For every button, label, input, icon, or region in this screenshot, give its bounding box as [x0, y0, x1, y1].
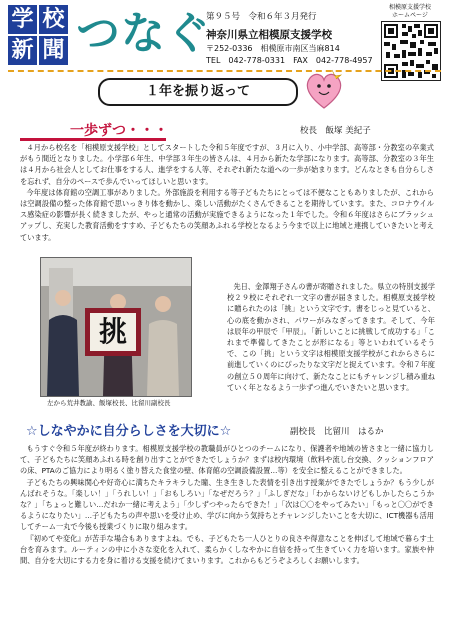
school-name: 神奈川県立相模原支援学校: [206, 29, 332, 41]
logo-char: 聞: [39, 36, 68, 65]
article1-byline: 校長 飯塚 美紀子: [300, 126, 371, 136]
article1-paragraph: [20, 187, 434, 243]
article1-title-underline: [20, 138, 166, 141]
school-phone: TEL 042-778-0331 FAX 042-778-4957: [206, 56, 373, 65]
article1-paragraph-3: 先日、金澤翔子さんの書が寄贈されました。県立の特別支援学校２９校にそれぞれ一文字の書が届きました。相模原支援学校に贈られたのは「挑」という文字です。書をじっと見ていると、心の底を動かされ、パワーがみなぎってきます。そして、今年は辰年の甲辰で「甲辰」。「新しいことに挑戦して成功する」「これまで準備してきたことが形になる」等といわれているそうで、この「挑」という文字は相模原支援学校がこれからさらに前進していくのにぴったりな文字だと捉えています。令和７年度の創立５０周年に向けて、新たなことにもチャレンジし積み重ねていく年となるよう一歩ずつ進んでいきたいと思います。: [227, 282, 435, 392]
newsletter-title: つなぐ: [76, 8, 211, 59]
qr-label: 相模原支援学校 ホームページ: [388, 4, 431, 19]
school-address: 〒252-0336 相模原市南区当麻814: [206, 44, 340, 53]
logo-char: 新: [8, 36, 37, 65]
article1-body: [20, 142, 434, 243]
article1-paragraph: ４月から校名を「相模原支援学校」としてスタートした令和５年度ですが、３月に入り、小中学部、高等部・分教室の卒業式がもう間近となりました。小学部６年生、中学部３年生の皆さんは、４月から新たな学部になります。高等部、分教室の３年生は４月から社会人としてお仕事をする人、進学をする人等、それぞれ新たな道への一歩が始まります。どんなときも自分らしさを忘れず、自分のペースで歩んでいってほしいと思います。: [20, 143, 434, 186]
logo-char: 学: [8, 5, 37, 34]
calligraphy-character: 挑: [98, 315, 127, 348]
masthead-divider: [8, 70, 441, 72]
theme-banner: １年を振り返って: [98, 78, 298, 106]
award-photo: [40, 257, 192, 397]
article2-paragraph: もうすぐ令和５年度が終わります。相模原支援学校の教職員がひとつのチームになり、保護者や地域の皆さまと一緒に協力して、子どもたちに笑顔あふれる時を創り出すことができたでしょうか？まずは校内環境（飲料や流し台交換、クッションフロアの床、PTAのご協力により明るく塗り替えた食堂の壁、体育館の空調設備設置…等）を安全に整えることができました。: [20, 444, 434, 476]
article2-byline: 副校長 比留川 はるか: [290, 427, 384, 437]
article2-title: ☆しなやかに自分らしさを大切に☆: [26, 424, 232, 439]
article1-body-right: [227, 281, 435, 393]
qr-code-icon[interactable]: [381, 21, 441, 81]
heart-character-icon: [302, 68, 346, 112]
article1-title: 一歩ずつ・・・: [70, 123, 168, 139]
article2-body: [20, 443, 434, 566]
article1-paragraph-2: 今年度は体育館の空調工事がありました。外部施設を利用する等子どもたちにとっては不便なこともありましたが、これからは空調設備の整った体育館で思いっきり体を動かし、楽しい活動がたくさんできることを期待しています。また、コロナウイルス感染症の影響が長く続きましたが、やっと通常の活動が実施できるようになった１年でした。令和６年度はさらにブラッシュアップし、充実した教育活動をすすめ、子どもたちの笑顔あふれる学校となるよう今まで以上に地域と連携していきたいと考えています。: [20, 187, 434, 242]
article2-paragraph: 『初めてや変化』が苦手な場合もありますよね。でも、子どもたち一人ひとりの良さや得意なことを伸ばして地域で暮らす土台を育みます。ルーティンの中に小さな変化を入れて、柔らかくしなやかに自信を持って生きていく力を培います。家族や仲間、自分を大切にする力を身に着ける支援を続けてまいります。これからもどうぞよろしくお願いします。: [20, 533, 434, 566]
school-newspaper-logo: [8, 5, 70, 67]
photo-caption: 左から荒井教諭、飯塚校長、比留川副校長: [47, 399, 171, 407]
issue-info: 第９５号 令和６年３月発行: [206, 12, 317, 22]
article2-paragraph: 子どもたちの興味関心や好奇心に満ちたキラキラした瞳、生き生きした表情を引き出す授業ができたでしょうか？もう少しがんばれそうな。「楽しい！」「うれしい！」「おもしろい」「なぜだろう？」「ふしぎだな」「わからないけどもしかしたらこうかな？」「ちょっと難しい…だれか一緒に考えよう」「少しずつやったらできた！」「次は〇〇をやってみたい」「もっと〇〇ができるようになりたい」…子どもたちの声や思いを受け止め、学びに向かう気持ちとチャレンジしたいことを大切に、ICT機器も活用してチーム一丸で今後も授業づくりに取り組みます。: [20, 477, 435, 532]
logo-char: 校: [39, 5, 68, 34]
